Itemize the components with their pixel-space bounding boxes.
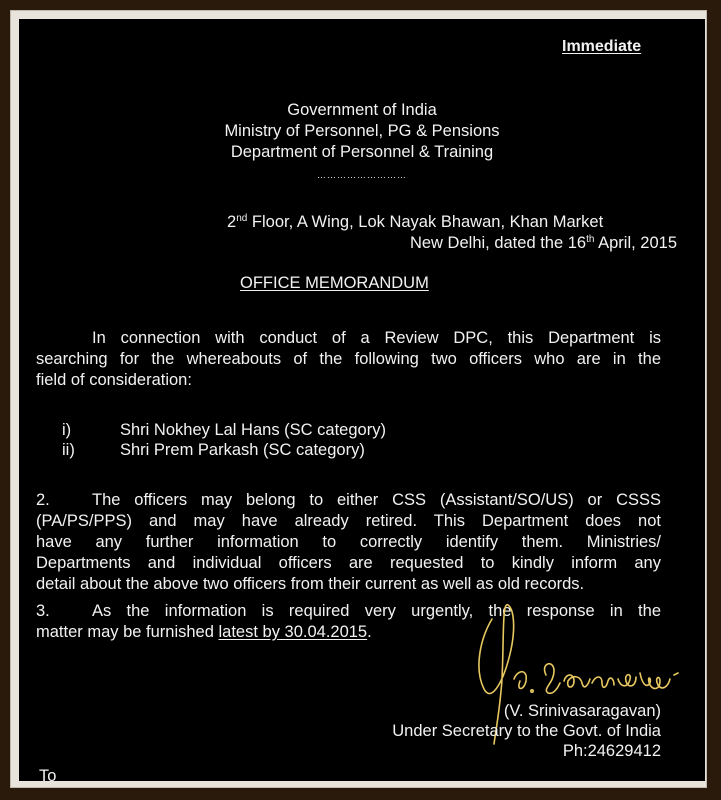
- para2-line5: detail about the above two officers from their current as well as old records.: [36, 575, 585, 593]
- memo-title: OFFICE MEMORANDUM: [240, 274, 429, 292]
- para1-line3: field of consideration:: [36, 371, 192, 389]
- deadline-date: latest by 30.04.2015: [218, 623, 368, 641]
- para3-num: 3.: [36, 602, 50, 620]
- para3-line2: matter may be furnished latest by 30.04.2015.: [36, 623, 372, 641]
- signatory-name: (V. Srinivasaragavan): [503, 702, 661, 720]
- address-date-line: New Delhi, dated the 16th April, 2015: [409, 234, 677, 252]
- para2-line1: The officers may belong to either CSS (Assistant/SO/US) or CSSS: [92, 491, 661, 509]
- to-label: To: [39, 767, 57, 781]
- para2-line3: have any further information to correctly identify them. Ministries/: [36, 533, 661, 551]
- officer-1-name: Shri Nokhey Lal Hans (SC category): [120, 421, 386, 439]
- address-line1: 2nd Floor, A Wing, Lok Nayak Bhawan, Khan Market: [227, 213, 604, 231]
- header-separator: ………………………: [317, 170, 407, 180]
- para3-line1: As the information is required very urgently, the response in the: [92, 602, 661, 620]
- officer-2-num: ii): [62, 441, 75, 459]
- para2-line4: Departments and individual officers are requested to kindly inform any: [36, 554, 661, 572]
- header-government: Government of India: [287, 101, 437, 119]
- para1-line2: searching for the whereabouts of the following two officers who are in the: [36, 350, 661, 368]
- header-department: Department of Personnel & Training: [230, 143, 494, 161]
- para2-num: 2.: [36, 491, 50, 509]
- para1-line1: In connection with conduct of a Review DPC, this Department is: [92, 329, 661, 347]
- signatory-designation: Under Secretary to the Govt. of India: [392, 722, 661, 740]
- signatory-phone: Ph:24629412: [562, 742, 661, 760]
- memo-page: [19, 19, 705, 781]
- officer-1-num: i): [62, 421, 72, 439]
- priority-label: Immediate: [562, 38, 642, 55]
- header-ministry: Ministry of Personnel, PG & Pensions: [224, 122, 500, 140]
- officer-2-name: Shri Prem Parkash (SC category): [120, 441, 365, 459]
- para2-line2: (PA/PS/PPS) and may have already retired. This Department does not: [36, 512, 661, 530]
